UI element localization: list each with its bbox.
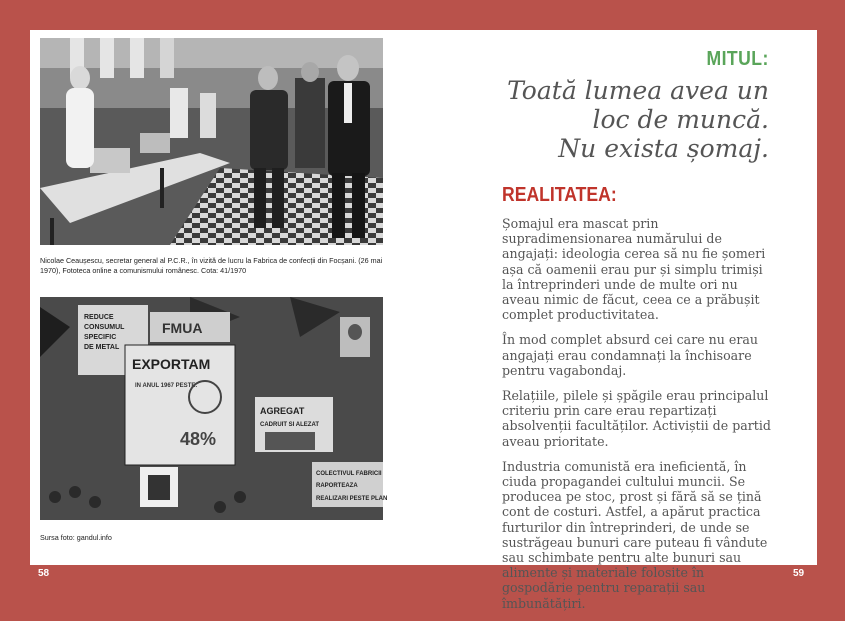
rally-photo [40, 297, 388, 520]
realitatea-body [502, 216, 777, 621]
svg-text:CADRUIT SI ALEZAT: CADRUIT SI ALEZAT [260, 422, 319, 428]
realitatea-heading: REALITATEA: [502, 184, 617, 206]
svg-text:COLECTIVUL FABRICII: COLECTIVUL FABRICII [316, 471, 382, 477]
body-paragraph: Relațiile, pilele și șpăgile erau principalul criteriu prin care erau repartizați absolvenții facultăților. Activiștii de partid aveau prioritate. [502, 388, 771, 449]
sign-fmua: FMUA [162, 320, 203, 336]
svg-text:SPECIFIC: SPECIFIC [84, 334, 117, 341]
mit-line: Toată lumea avea un [507, 76, 769, 105]
body-paragraph: Industria comunistă era ineficientă, în ciuda propagandei cultului muncii. Se producea pe stoc, prost și fără să se țină cont de costuri. Astfel, a apărut practica furturilor din întreprinderi, de unde se sustrăgeau bunuri care puteau fi vândute sau schimbate pentru alte bunuri sau alimente și materiale folosite în gospodărie pentru reparații sau îmbunătățiri. [502, 458, 768, 611]
svg-text:CONSUMUL: CONSUMUL [84, 324, 125, 331]
svg-text:AGREGAT: AGREGAT [260, 406, 305, 416]
sign-colectivul [312, 462, 387, 507]
body-paragraph: În mod complet absurd cei care nu erau angajați erau condamnați la închisoare pentru vagabondaj. [502, 332, 758, 378]
svg-text:EXPORTAM: EXPORTAM [132, 356, 211, 372]
mit-line: loc de muncă. [592, 105, 769, 134]
mit-statement [469, 76, 769, 163]
photo2-caption: Sursa foto: gandul.info [40, 533, 112, 542]
svg-text:REALIZARI PESTE PLAN: REALIZARI PESTE PLAN [316, 496, 388, 502]
svg-text:REDUCE: REDUCE [84, 314, 114, 321]
svg-text:DE METAL: DE METAL [84, 344, 120, 351]
svg-text:48%: 48% [180, 429, 217, 449]
photo1-caption: Nicolae Ceaușescu, secretar general al P.C.R., în vizită de lucru la Fabrica de confecții din Focșani. (26 mai 1970), Fototeca online a comunismului românesc. Cota: 41/1970 [40, 256, 383, 275]
sign-agregat [255, 397, 333, 452]
page-number-left: 58 [38, 568, 50, 579]
page-number-right: 59 [793, 568, 805, 579]
factory-visit-photo [40, 38, 383, 245]
svg-text:IN ANUL 1967 PESTE:: IN ANUL 1967 PESTE: [135, 383, 198, 389]
mit-line: Nu exista șomaj. [558, 134, 769, 163]
svg-text:RAPORTEAZA: RAPORTEAZA [316, 483, 358, 489]
sign-exportam [125, 345, 235, 465]
body-paragraph: Șomajul era mascat prin supradimensionarea numărului de angajați: ideologia cerea să nu fie șomeri așa că oamenii erau pur și simplu trimiși la întreprinderi unde de multe ori nu aveau nimic de făcut, ceea ce a prăbușit complet productivitatea. [502, 216, 766, 323]
mit-heading: MITUL: [706, 48, 769, 70]
